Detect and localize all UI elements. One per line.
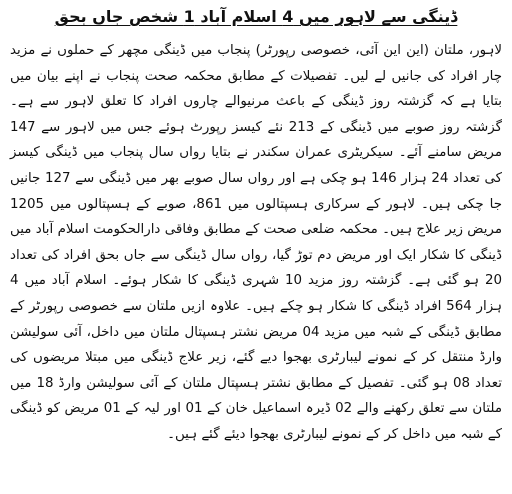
headline: ڈینگی سے لاہور میں 4 اسلام آباد 1 شخص جاں بحق <box>54 7 458 26</box>
article-body: لاہور، ملتان (این این آئی، خصوصی رپورٹر) پنجاب میں ڈینگی مچھر کے حملوں نے مزید چار افراد کی جانیں لے لیں۔ تفصیلات کے مطابق محکمہ صحت پنجاب نے اپنے بیان میں بتایا ہے کہ گزشتہ روز ڈینگی کے باعث مرنیوالے چاروں افراد کا تعلق لاہور سے ہے۔ گزشتہ روز صوبے میں ڈینگی کے 213 نئے کیسز رپورٹ ہوئے جس میں لاہور سے 147 مریض سامنے آئے۔ سیکریٹری عمران سکندر نے بتایا رواں سال پنجاب میں ڈینگی کیسز کی تعداد 24 ہزار 146 ہو چکی ہے اور رواں سال صوبے بھر میں ڈینگی سے 127 جانیں جا چکی ہیں۔ لاہور کے سرکاری ہسپتالوں میں 861، صوبے کے ہسپتالوں میں 1205 مریض زیر علاج ہیں۔ محکمہ ضلعی صحت کے مطابق وفاقی دارالحکومت اسلام آباد میں ڈینگی کا شکار ایک اور مریض دم توڑ گیا، رواں سال ڈینگی سے جاں بحق افراد کی تعداد 20 ہو گئی ہے۔ گزشتہ روز مزید 10 شہری ڈینگی کا شکار ہوئے۔ اسلام آباد میں 4 ہزار 564 افراد ڈینگی کا شکار ہو چکے ہیں۔ علاوہ ازیں ملتان سے خصوصی رپورٹر کے مطابق ڈینگی کے شبہ میں مزید 04 مریض نشتر ہسپتال ملتان میں داخل، آئی سولیشن وارڈ منتقل کر کے نمونے لیبارٹری بھجوا دیے گئے، زیر علاج ڈینگی میں مبتلا مریضوں کی تعداد 08 ہو گئی۔ تفصیل کے مطابق نشتر ہسپتال ملتان کے آئی سولیشن وارڈ 18 میں ملتان سے تعلق رکھنے والے 02 ڈیرہ اسماعیل خان کے 01 اور لیہ کے 01 مریض کو ڈینگی کے شبہ میں داخل کر کے نمونے لیبارٹری بھجوا دیئے گئے ہیں۔ <box>10 43 503 442</box>
